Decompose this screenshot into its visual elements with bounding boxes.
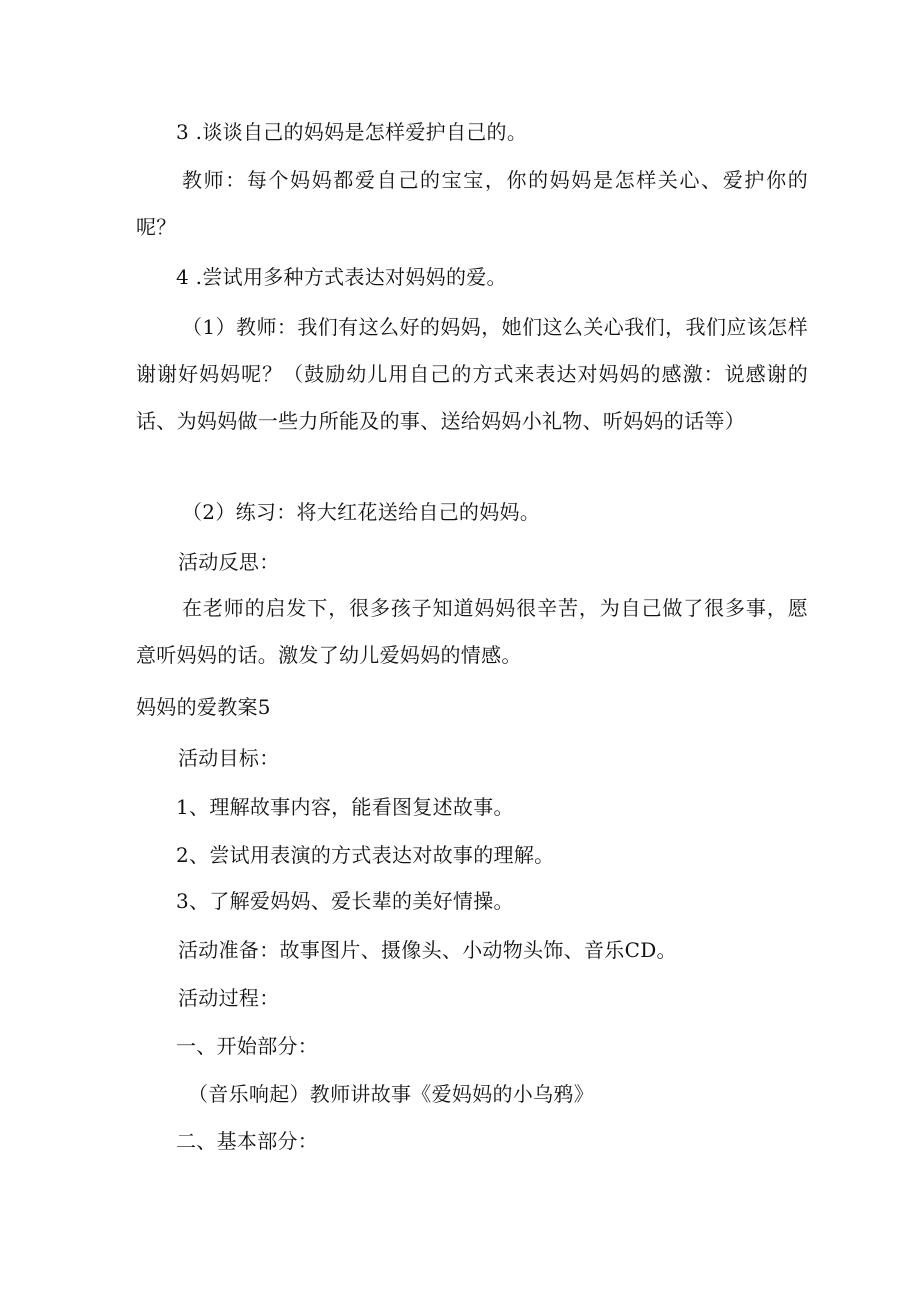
goals-heading: 活动目标： bbox=[178, 746, 280, 770]
item-3-heading: 3 .谈谈自己的妈妈是怎样爱护自己的。 bbox=[176, 120, 528, 144]
lesson-title: 妈妈的爱教案5 bbox=[136, 695, 271, 719]
goal-3: 3、了解爱妈妈、爱长辈的美好情操。 bbox=[176, 889, 514, 913]
item-4-heading: 4 .尝试用多种方式表达对妈妈的爱。 bbox=[176, 265, 507, 289]
part-2-heading: 二、基本部分： bbox=[176, 1129, 319, 1153]
reflection-heading: 活动反思： bbox=[178, 550, 280, 574]
goal-1: 1、理解故事内容，能看图复述故事。 bbox=[176, 795, 514, 819]
process-heading: 活动过程： bbox=[178, 986, 280, 1010]
part-1-text: （音乐响起）教师讲故事《爱妈妈的小乌鸦》 bbox=[188, 1082, 594, 1106]
part-1-heading: 一、开始部分： bbox=[176, 1034, 319, 1058]
preparation-line: 活动准备：故事图片、摄像头、小动物头饰、音乐CD。 bbox=[178, 938, 677, 962]
teacher-question-paragraph: 教师：每个妈妈都爱自己的宝宝，你的妈妈是怎样关心、爱护你的呢？ bbox=[136, 168, 808, 239]
reflection-paragraph: 在老师的启发下，很多孩子知道妈妈很辛苦，为自己做了很多事，愿意听妈妈的话。激发了幼儿爱妈妈的情感。 bbox=[136, 596, 808, 667]
goal-2: 2、尝试用表演的方式表达对故事的理解。 bbox=[176, 843, 555, 867]
sub-item-2-line: （2）练习：将大红花送给自己的妈妈。 bbox=[182, 500, 541, 524]
sub-item-1-paragraph: （1）教师：我们有这么好的妈妈，她们这么关心我们，我们应该怎样谢谢好妈妈呢？（鼓励幼儿用自己的方式来表达对妈妈的感激：说感谢的话、为妈妈做一些力所能及的事、送给妈妈小礼物、听妈妈的话等） bbox=[136, 315, 808, 433]
